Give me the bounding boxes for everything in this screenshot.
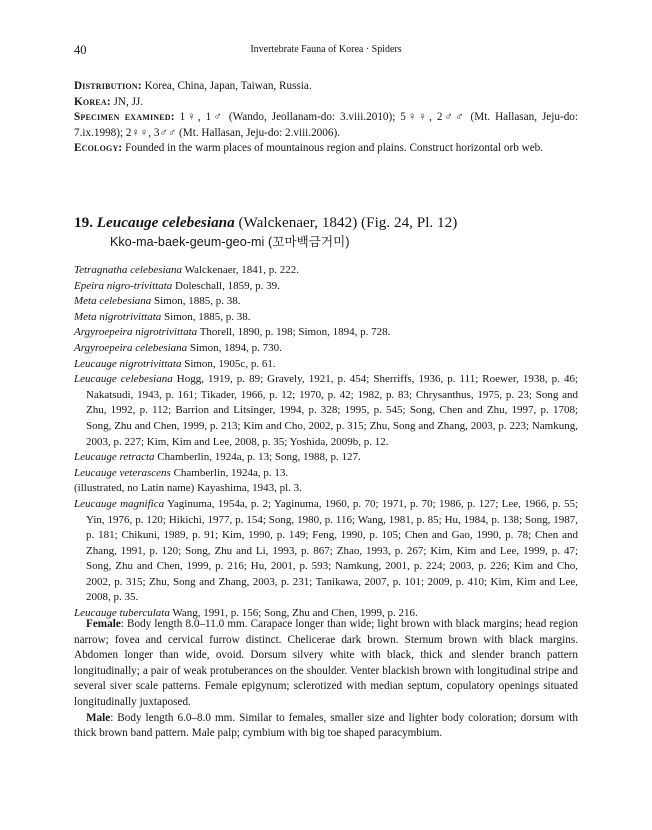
korea-paragraph — [74, 95, 578, 111]
distribution-paragraph — [74, 79, 578, 95]
page-number: 40 — [74, 43, 87, 57]
synonymy-entry — [74, 497, 578, 606]
synonymy-entry — [74, 357, 578, 373]
korean-common-name: Kko-ma-baek-geum-geo-mi (꼬마백금거미) — [110, 235, 350, 249]
previous-species-details — [74, 79, 578, 157]
synonym-name: Leucauge retracta — [74, 451, 155, 464]
synonym-name: Argyroepeira celebesiana — [74, 341, 188, 354]
korea-label: Korea: — [74, 95, 111, 108]
species-heading — [74, 213, 578, 251]
species-number: 19. — [74, 214, 93, 231]
synonym-name: Meta celebesiana — [74, 295, 152, 308]
korea-text: JN, JJ. — [110, 95, 144, 108]
synonym-citation: Wang, 1991, p. 156; Song, Zhu and Chen, 1999, p. 216. — [169, 607, 418, 620]
species-description — [74, 617, 578, 742]
synonym-name: Leucauge nigrotrivittata — [74, 357, 182, 370]
synonymy-entry — [74, 325, 578, 341]
synonymy-entry — [74, 372, 578, 450]
synonymy-entry — [74, 310, 578, 326]
synonym-citation: (illustrated, no Latin name) Kayashima, 1943, pl. 3. — [74, 482, 302, 495]
synonym-citation: Chamberlin, 1924a, p. 13; Song, 1988, p. 127. — [154, 451, 361, 464]
synonymy-entry — [74, 263, 578, 279]
specimen-text: 1♀, 1♂ (Wando, Jeollanam-do: 3.viii.2010); 5♀♀, 2♂♂ (Mt. Hallasan, Jeju-do: 7.ix.1998); 2♀♀, 3♂♂ (Mt. Hallasan, Jeju-do: 2.viii.2006). — [74, 111, 578, 139]
synonymy-entry — [74, 279, 578, 295]
male-text: : Body length 6.0–8.0 mm. Similar to females, smaller size and lighter body coloration; dorsum with thick brown band pattern. Male palp; cymbium with big toe shaped paracymbium. — [74, 711, 578, 740]
synonymy-entry — [74, 294, 578, 310]
synonymy-entry — [74, 481, 578, 497]
distribution-label: Distribution: — [74, 80, 142, 92]
synonym-citation: Yaginuma, 1954a, p. 2; Yaginuma, 1960, p. 70; 1971, p. 70; 1986, p. 127; Lee, 1966, p. 55; Yin, 1976, p. 120; Hikichi, 1977, p. 154; Song, 1980, p. 116; Wang, 1981, p. 85; Hu, 1984, p. 138; Song, 1987, p. 181; Chikuni, 1989, p. 91; Kim, 1990, p. 149; Feng, 1990, p. 105; Chen and Gao, 1990, p. 78; Chen and Zhang, 1991, p. 120; Song, Zhu and Li, 1993, p. 867; Zhao, 1993, p. 267; Kim, Kim and Lee, 1999, p. 47; Song, Zhu and Chen, 1999, p. 216; Hu, 2001, p. 593; Namkung, 2001, p. 224; 2003, p. 226; Kim and Cho, 2002, p. 315; Zhu, Song and Zhang, 2003, p. 231; Tanikawa, 2007, p. 101; 2009, p. 410; Kim, Kim and Lee, 2008, p. 35. — [86, 497, 578, 604]
synonym-name: Epeira nigro-trivittata — [74, 279, 173, 292]
synonym-name: Leucauge tuberculata — [74, 607, 170, 620]
species-authority: (Walckenaer, 1842) (Fig. 24, Pl. 12) — [234, 214, 458, 231]
synonym-citation: Walckenaer, 1841, p. 222. — [182, 264, 300, 276]
ecology-text: Founded in the warm places of mountainous region and plains. Construct horizontal orb web. — [122, 142, 544, 155]
synonym-name: Leucauge celebesiana — [74, 373, 173, 386]
male-description — [74, 711, 578, 742]
male-label: Male — [86, 711, 111, 724]
synonym-citation: Simon, 1894, p. 730. — [187, 341, 282, 354]
specimen-label: Specimen examined: — [74, 111, 175, 124]
synonym-citation: Thorell, 1890, p. 198; Simon, 1894, p. 728. — [197, 326, 391, 339]
synonymy-entry — [74, 341, 578, 357]
running-head: Invertebrate Fauna of Korea · Spiders — [250, 44, 402, 55]
synonym-name: Leucauge magnifica — [74, 497, 165, 510]
synonym-name: Meta nigrotrivittata — [74, 310, 162, 323]
specimen-paragraph — [74, 110, 578, 141]
synonym-citation: Doleschall, 1859, p. 39. — [172, 279, 280, 292]
synonym-citation: Simon, 1885, p. 38. — [161, 310, 251, 323]
female-text: : Body length 8.0–11.0 mm. Carapace longer than wide; light brown with black margins; head region narrow; fovea and cervical furrow distinct. Chelicerae dark brown. Sternum brown with black margins. Abdomen longer than wide, ovoid. Dorsum silvery white with black, thick and slender branch pattern longitudinally; a pair of weak protuberances on the shoulder. Venter blackish brown with longitudinal stripe and several siver scale patterns. Female epigynum; sclerotized with median septum, copulatory openings situated longitudinally juxtaposed. — [74, 618, 578, 708]
page-header — [74, 43, 578, 59]
ecology-paragraph — [74, 141, 578, 157]
distribution-text: Korea, China, Japan, Taiwan, Russia. — [141, 80, 312, 92]
ecology-label: Ecology: — [74, 142, 123, 155]
synonym-name: Argyroepeira nigrotrivittata — [74, 326, 198, 339]
synonym-citation: Simon, 1905c, p. 61. — [181, 357, 276, 370]
synonymy-list — [74, 263, 578, 622]
synonymy-entry — [74, 466, 578, 482]
synonym-name: Leucauge veterascens — [74, 466, 171, 479]
synonym-name: Tetragnatha celebesiana — [74, 264, 183, 276]
species-title — [74, 213, 578, 232]
synonym-citation: Simon, 1885, p. 38. — [151, 295, 241, 308]
female-label: Female — [86, 618, 121, 630]
synonym-citation: Chamberlin, 1924a, p. 13. — [170, 466, 289, 479]
female-description — [74, 617, 578, 711]
synonym-citation: Hogg, 1919, p. 89; Gravely, 1921, p. 454; Sherriffs, 1936, p. 111; Roewer, 1938, p. 46; Nakatsudi, 1943, p. 161; Tikader, 1966, p. 12; 1970, p. 42; 1982, p. 83; Chrysanthus, 1975, p. 23; Song and Zhu, 1992, p. 112; Barrion and Litsinger, 1994, p. 328; 1995, p. 545; Song, Chen and Zhu, 1997, p. 1708; Song, Zhu and Chen, 1999, p. 213; Kim and Cho, 2002, p. 315; Zhu, Song and Zhang, 2003, p. 223; Namkung, 2003, p. 227; Kim, Kim and Lee, 2008, p. 35; Yoshida, 2009b, p. 12. — [86, 373, 579, 448]
synonymy-entry — [74, 450, 578, 466]
species-binomial: Leucauge celebesiana — [96, 214, 235, 231]
